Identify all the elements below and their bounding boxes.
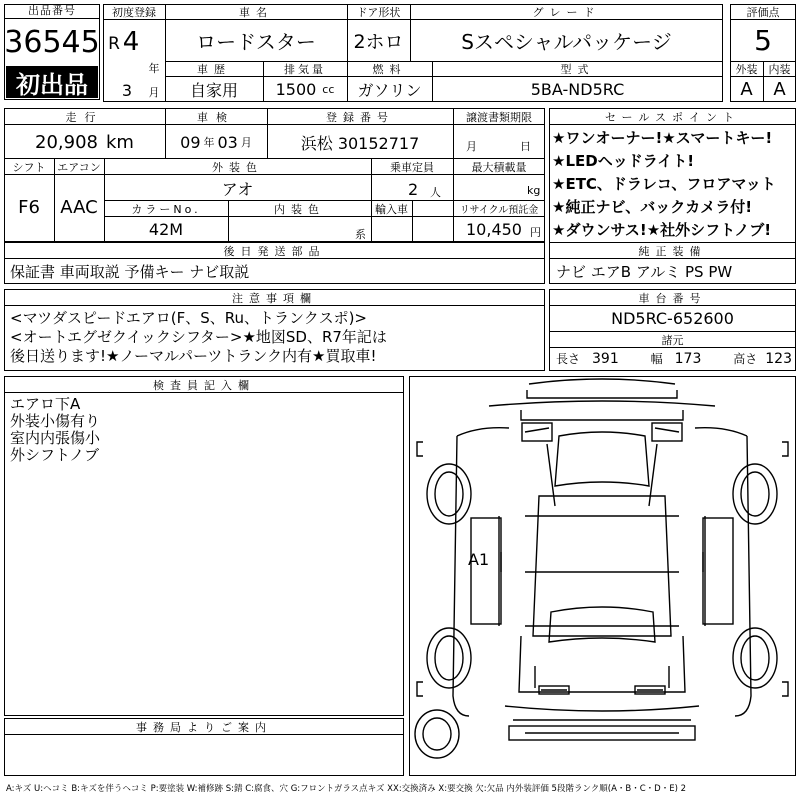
width-spec [651,350,702,367]
length-spec [556,350,619,367]
height-value: 123 [765,351,792,367]
sales-point: ★ETC、ドラレコ、フロアマット [552,175,776,193]
inspection-label: 車検 [197,110,235,124]
door-label: ドア形状 [356,5,401,19]
ac: AAC [60,196,98,218]
chassis-label: 車台番号 [638,291,707,305]
shift: F6 [18,196,40,218]
length-label: 長さ [556,352,581,366]
score: 5 [754,24,772,57]
model-label: 型式 [560,63,595,76]
sales-point: ★ダウンサス!★社外シフトノブ! [552,221,772,239]
transfer-day-unit: 日 [520,140,531,153]
mileage [4,128,165,156]
inspector-line: 外シフトノブ [10,446,100,464]
sales-point: ★ワンオーナー!★スマートキー! [552,129,773,147]
inspector-line: エアロ下A [10,395,81,413]
main-header-rule-3 [165,76,723,77]
notes-list [10,309,387,366]
displacement [263,78,347,100]
notes-label: 注意事項欄 [232,291,317,305]
width-label: 幅 [650,352,663,366]
year: 4 [122,27,140,57]
transfer-month-unit: 月 [466,140,477,153]
door: 2ホロ [353,31,404,53]
width-value: 173 [674,351,702,367]
length-value: 391 [592,351,619,367]
exterior-label: 外装 [735,63,758,76]
sales-point: ★純正ナビ、バックカメラ付! [552,198,753,216]
capacity-label: 乗車定員 [390,160,434,174]
capacity: 2 [408,180,419,199]
displacement-value: 1500 [275,79,317,99]
load-unit: kg [527,184,541,197]
color: アオ [221,179,254,199]
reg-label: 登録番号 [326,110,394,124]
reg-number: 浜松 30152717 [300,133,420,153]
car-name: ロードスター [196,30,316,54]
legend: A:キズ U:ヘコミ B:キズを伴うヘコミ P:要塗装 W:補修跡 S:錆 C:腐食、穴 G:フロントガラス点キズ XX:交換済み X:要交換 欠:欠品 内外装評価 5段階ランク順(A・B・C・D・E) 2 [6,784,687,794]
specs-row [556,350,792,367]
height-spec [733,350,792,367]
inspector-line: 室内内張傷小 [10,429,101,447]
divider [412,200,413,242]
inspection-year-unit: 年 [203,136,215,149]
later-items-label: 後日発送部品 [223,244,326,258]
ac-label: エアコン [57,160,101,174]
displacement-unit: cc [322,82,335,96]
exterior-grade: A [740,78,753,100]
fuel: ガソリン [357,80,422,100]
int-color-unit: 系 [355,228,366,241]
color-no: 42M [148,219,184,239]
interior-grade: A [773,78,786,100]
lot-number: 36545 [4,24,100,60]
recycle-unit: 円 [530,226,541,239]
note-line: <オートエグゼクイックシフター>★地図SD、R7年記は [10,328,387,346]
inspection [165,128,267,156]
inspector-notes [10,396,100,464]
office-label: 事務局よりご案内 [136,720,272,734]
lot-label: 出品番号 [4,4,100,19]
color-label: 外装色 [212,160,263,174]
recycle: 10,450 [466,220,522,239]
genuine-equipment-label: 純正装備 [638,244,707,258]
displacement-label: 排気量 [284,63,326,76]
note-line: 後日送ります!★ノーマルパーツトランク内有★買取車! [10,347,377,365]
int-color-label: 内装色 [274,202,325,216]
month: 3 [121,80,133,100]
history-label: 車歴 [197,63,231,76]
mileage-unit: km [106,131,134,153]
car-diagram [409,376,796,776]
year-unit: 年 [148,62,160,75]
fuel-label: 燃料 [372,63,407,76]
inspection-month-unit: 月 [240,136,252,149]
inspection-year: 09 [180,132,201,152]
grade: Sスペシャルパッケージ [461,30,672,54]
first-listing-badge: 初出品 [6,66,98,98]
history: 自家用 [189,80,238,100]
specs-label: 諸元 [661,333,684,347]
mileage-label: 走行 [65,110,104,124]
interior-label: 内装 [768,63,791,76]
month-unit: 月 [148,86,160,99]
score-label: 評価点 [746,5,780,19]
mileage-value: 20,908 [35,131,98,153]
import-label: 輸入車 [375,202,408,216]
grade-label: グレード [532,5,601,19]
shift-rule [4,174,104,175]
sales-point: ★LEDヘッドライト! [552,152,695,170]
later-items: 保証書 車両取説 予備キー ナビ取説 [10,263,250,281]
transfer-label: 譲渡書類期限 [466,110,532,124]
era: R [108,34,120,54]
first-reg-label: 初度登録 [112,5,156,19]
genuine-equipment: ナビ エアB アルミ PS PW [556,263,733,281]
color-no-label: カラーNo. [131,202,201,216]
sales-points-list [552,127,776,242]
height-label: 高さ [733,352,758,366]
inspector-label: 検査員記入欄 [153,378,255,392]
inspection-month: 03 [217,132,238,152]
sales-points-label: セールスポイント [604,110,740,124]
model: 5BA-ND5RC [530,79,625,99]
damage-mark: A1 [468,550,490,569]
shift-label: シフト [12,160,46,174]
car-name-label: 車名 [239,5,273,19]
inspector-line: 外装小傷有り [10,412,101,430]
capacity-unit: 人 [430,186,441,199]
chassis-number: ND5RC-652600 [611,309,734,328]
recycle-label: リサイクル預託金 [459,205,539,216]
note-line: <マツダスピードエアロ(F、S、Ru、トランクスポ)> [10,309,367,327]
load-label: 最大積載量 [471,160,527,174]
